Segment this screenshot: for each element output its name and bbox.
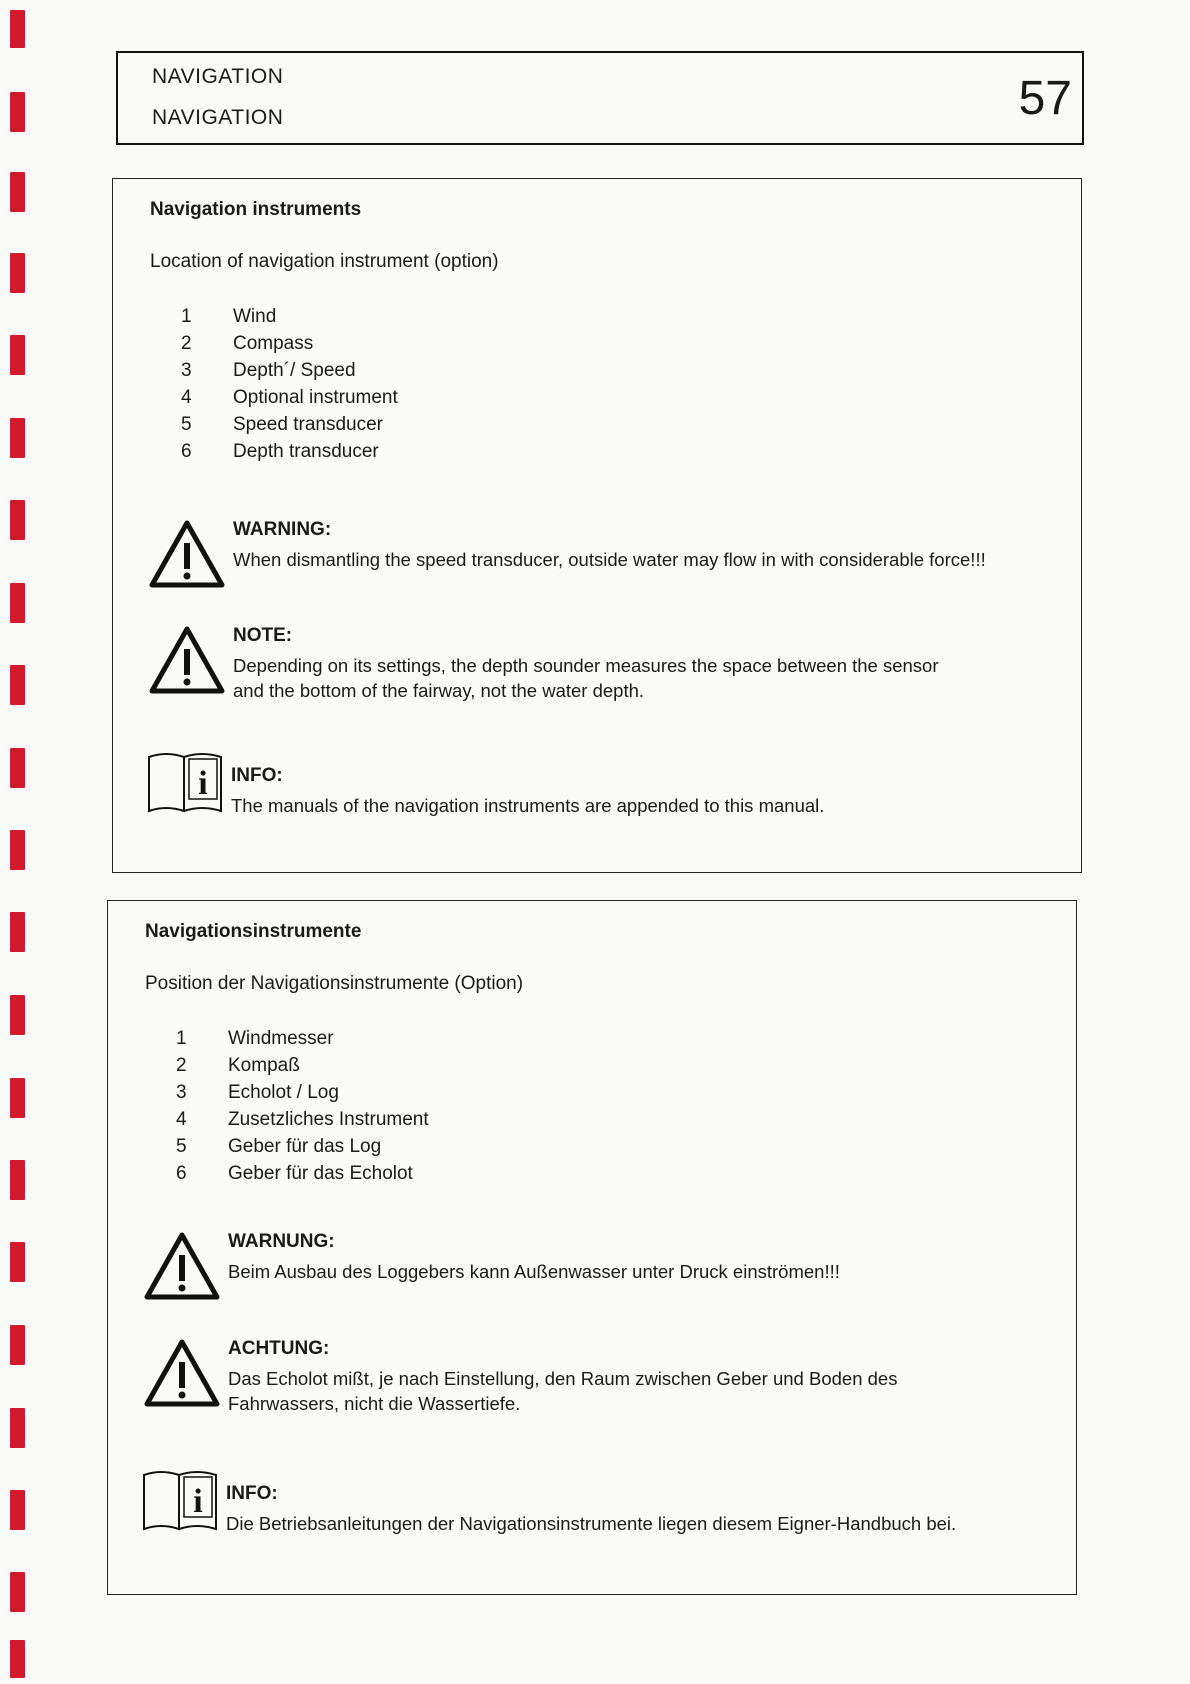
list-item: 2 Kompaß bbox=[176, 1055, 300, 1076]
list-item: 6 Depth transducer bbox=[181, 441, 379, 462]
list-item: 4 Zusetzliches Instrument bbox=[176, 1109, 429, 1130]
page-header bbox=[116, 51, 1084, 145]
list-item: 4 Optional instrument bbox=[181, 387, 398, 408]
header-title-en: NAVIGATION bbox=[152, 65, 284, 88]
warning-title: WARNING: bbox=[233, 519, 332, 540]
warning-triangle-icon bbox=[143, 1338, 221, 1408]
warning-triangle-icon bbox=[148, 519, 226, 589]
list-item: 5 Geber für das Log bbox=[176, 1136, 382, 1157]
english-section bbox=[112, 178, 1082, 873]
list-item: 1 Wind bbox=[181, 306, 277, 327]
note-title: NOTE: bbox=[233, 625, 293, 646]
section-heading: Navigationsinstrumente bbox=[145, 921, 362, 942]
info-title: INFO: bbox=[226, 1483, 278, 1504]
note-text: Das Echolot mißt, je nach Einstellung, den Raum zwischen Geber und Boden des Fahrwassers, nicht die Wassertiefe. bbox=[228, 1368, 898, 1414]
svg-text:i: i bbox=[198, 765, 208, 802]
warning-text: When dismantling the speed transducer, outside water may flow in with considerable force!!! bbox=[233, 549, 986, 570]
svg-text:i: i bbox=[193, 1483, 203, 1520]
page-number: 57 bbox=[1018, 72, 1072, 125]
list-item: 3 Depth´/ Speed bbox=[181, 360, 356, 381]
info-book-icon bbox=[141, 1467, 219, 1533]
list-item: 5 Speed transducer bbox=[181, 414, 383, 435]
instrument-list bbox=[181, 303, 398, 465]
spiral-binding bbox=[10, 0, 30, 1684]
section-heading: Navigation instruments bbox=[150, 199, 362, 220]
header-title-de: NAVIGATION bbox=[152, 106, 284, 129]
instrument-list bbox=[176, 1025, 429, 1187]
list-item: 1 Windmesser bbox=[176, 1028, 334, 1049]
list-item: 2 Compass bbox=[181, 333, 314, 354]
german-section bbox=[107, 900, 1077, 1595]
note-text: Depending on its settings, the depth sounder measures the space between the sensor and the bottom of the fairway, not the water depth. bbox=[233, 655, 939, 701]
warning-triangle-icon bbox=[143, 1231, 221, 1301]
list-item: 3 Echolot / Log bbox=[176, 1082, 339, 1103]
list-item: 6 Geber für das Echolot bbox=[176, 1163, 413, 1184]
info-text: Die Betriebsanleitungen der Navigationsinstrumente liegen diesem Eigner-Handbuch bei. bbox=[226, 1513, 957, 1534]
warning-triangle-icon bbox=[148, 625, 226, 695]
section-intro: Position der Navigationsinstrumente (Option) bbox=[145, 973, 524, 994]
warning-text: Beim Ausbau des Loggebers kann Außenwasser unter Druck einströmen!!! bbox=[228, 1261, 840, 1282]
info-text: The manuals of the navigation instruments are appended to this manual. bbox=[231, 795, 825, 816]
warning-title: WARNUNG: bbox=[228, 1231, 335, 1252]
info-book-icon bbox=[146, 749, 224, 815]
note-title: ACHTUNG: bbox=[228, 1338, 330, 1359]
info-title: INFO: bbox=[231, 765, 283, 786]
section-intro: Location of navigation instrument (option) bbox=[150, 251, 499, 272]
